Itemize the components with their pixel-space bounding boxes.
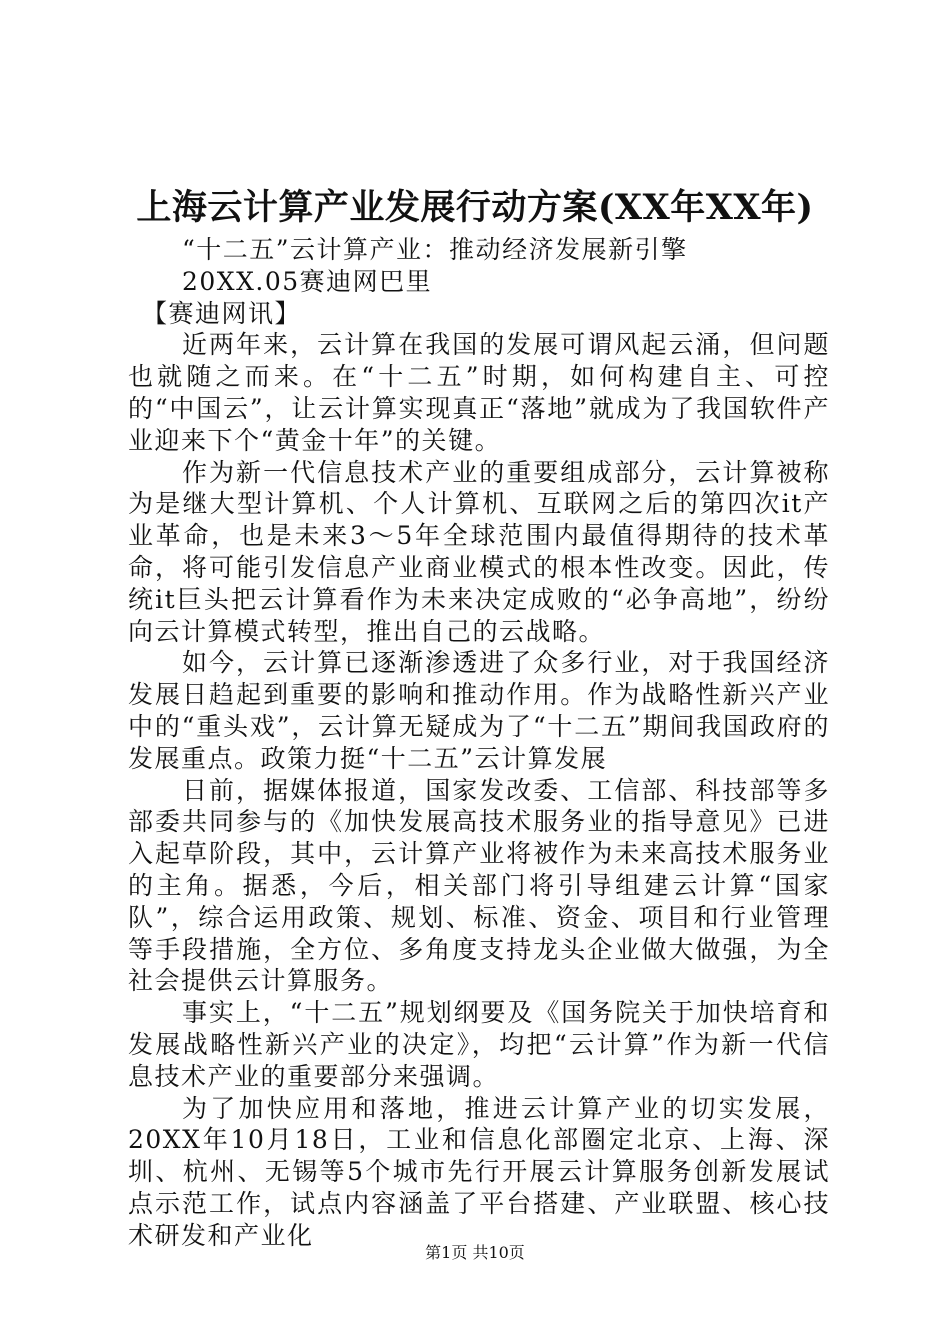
source-tag: 【赛迪网讯】 (142, 298, 302, 328)
body-paragraph-6: 为了加快应用和落地，推进云计算产业的切实发展，20XX年10月18日，工业和信息化部圈定北京、上海、深圳、杭州、无锡等5个城市先行开展云计算服务创新发展试点示范工作，试点内容涵盖了平台搭建、产业联盟、核心技术研发和产业化 (128, 1093, 830, 1250)
page-footer: 第1页 共10页 (425, 1243, 525, 1262)
body-paragraph-1: 近两年来，云计算在我国的发展可谓风起云涌，但问题也就随之而来。在“十二五”时期，如何构建自主、可控的“中国云”，让云计算实现真正“落地”就成为了我国软件产业迎来下个“黄金十年”的关键。 (128, 330, 830, 455)
subtitle-line: “十二五”云计算产业：推动经济发展新引擎 (182, 235, 688, 264)
body-paragraph-3: 如今，云计算已逐渐渗透进了众多行业，对于我国经济发展日趋起到重要的影响和推动作用。作为战略性新兴产业中的“重头戏”，云计算无疑成为了“十二五”期间我国政府的发展重点。政策力挺“十二五”云计算发展 (128, 648, 830, 773)
body-paragraph-2: 作为新一代信息技术产业的重要组成部分，云计算被称为是继大型计算机、个人计算机、互联网之后的第四次it产业革命，也是未来3～5年全球范围内最值得期待的技术革命，将可能引发信息产业商业模式的根本性改变。因此，传统it巨头把云计算看作为未来决定成败的“必争高地”，纷纷向云计算模式转型，推出自己的云战略。 (128, 457, 830, 646)
body-paragraph-4: 日前，据媒体报道，国家发改委、工信部、科技部等多部委共同参与的《加快发展高技术服务业的指导意见》已进入起草阶段，其中，云计算产业将被作为未来高技术服务业的主角。据悉，今后，相关部门将引导组建云计算“国家队”，综合运用政策、规划、标准、资金、项目和行业管理等手段措施，全方位、多角度支持龙头企业做大做强，为全社会提供云计算服务。 (128, 775, 830, 996)
body-paragraph-5: 事实上，“十二五”规划纲要及《国务院关于加快培育和发展战略性新兴产业的决定》，均把“云计算”作为新一代信息技术产业的重要部分来强调。 (128, 998, 830, 1091)
document-body (128, 234, 830, 1252)
document-title: 上海云计算产业发展行动方案(XX年XX年) (136, 187, 814, 228)
source-line: 20XX.05赛迪网巴里 (182, 266, 433, 296)
